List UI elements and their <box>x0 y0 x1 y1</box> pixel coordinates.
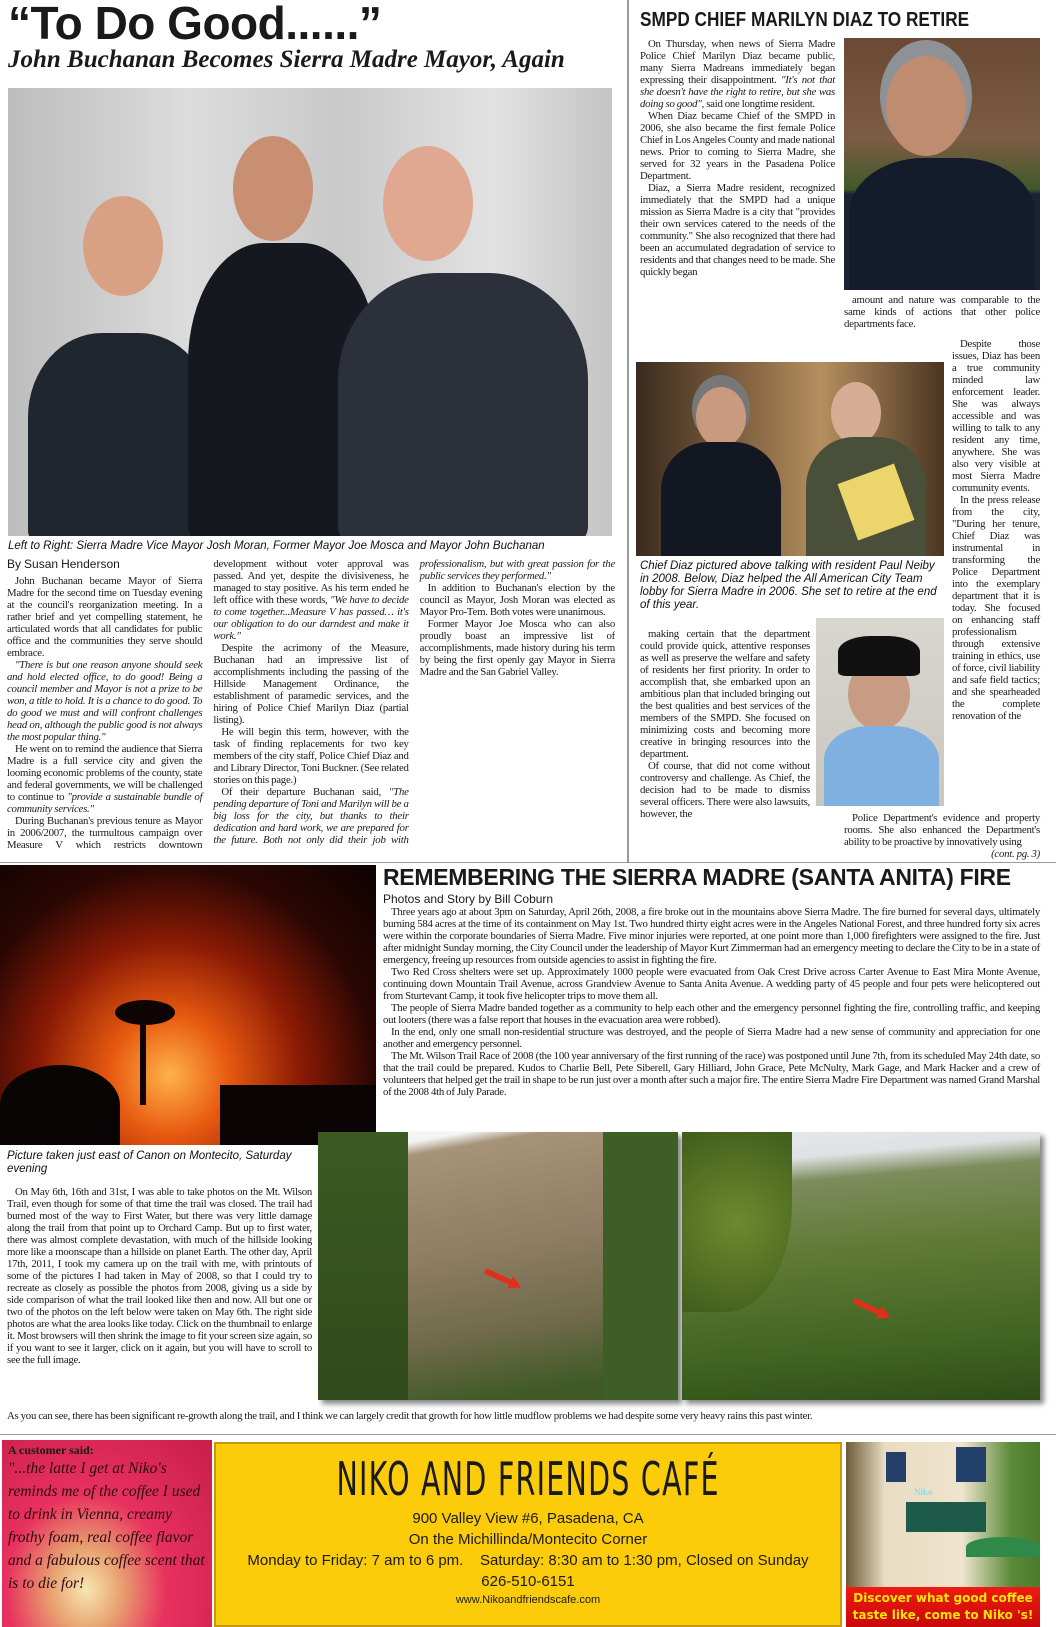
diaz-with-resident-photo <box>636 362 944 556</box>
mayor-article-body <box>7 558 615 860</box>
quote-text: "It's not that she doesn't have the right to retire, but she was doing so good" <box>640 74 835 110</box>
diaz-photo-caption: Chief Diaz pictured above talking with resident Paul Neiby in 2008. Below, Diaz helped the All American City Team lobby for Sierra Madre in 2006. She set to retire at the end of this year. <box>640 560 937 611</box>
body-text: The people of Sierra Madre banded together as a community to help each other and the emergency personnel fighting the fire, controlling traffic, and keeping out looters (there was a false report that houses in the evacuation area were robbed). <box>383 1002 1040 1026</box>
paragraph <box>7 575 202 659</box>
body-text: On Thursday, when news of Sierra Madre Police Chief Marilyn Diaz became public, many Sierra Madreans immediately began expressing their disappointment. <box>640 38 835 86</box>
storefront-sign: Niko <box>914 1487 933 1497</box>
paragraph <box>420 582 615 618</box>
paragraph <box>383 1026 1040 1050</box>
paragraph <box>7 659 202 743</box>
diaz-text-block-d <box>844 812 1040 860</box>
section-divider <box>0 862 1056 863</box>
paragraph <box>213 642 408 726</box>
paragraph <box>844 812 1040 848</box>
paragraph <box>420 618 615 678</box>
ad-main-panel[interactable] <box>214 1442 842 1627</box>
paragraph <box>7 743 202 815</box>
body-text: In the end, only one small non-residential structure was destroyed, and the people of Sierra Madre had a new sense of community and appreciation for one another and emergency personnel. <box>383 1026 1040 1050</box>
mayor-byline: By Susan Henderson <box>7 558 120 571</box>
body-text: , said one longtime resident. <box>701 98 815 110</box>
body-text: During Buchanan's previous tenure as Mayor in 2006/2007, the turmultous campaign over Measure V which restricts downtown development without voter approval was passed. And yet, despite the divisiveness, he managed to stay positive. As his term ended he left office with these words, <box>7 558 409 851</box>
diaz-text-block-e <box>640 628 810 820</box>
paragraph <box>952 494 1040 722</box>
mayor-photo-caption: Left to Right: Sierra Madre Vice Mayor Josh Moran, Former Mayor Joe Mosca and Mayor John Buchanan <box>8 540 545 552</box>
ad-hours: Monday to Friday: 7 am to 6 pm. Saturday: 8:30 am to 1:30 pm, Closed on Sunday <box>247 1552 809 1569</box>
subheadline: John Buchanan Becomes Sierra Madre Mayor, Again <box>8 46 565 73</box>
ad-website[interactable]: www.Nikoandfriendscafe.com <box>455 1594 601 1606</box>
paragraph <box>383 1002 1040 1026</box>
body-text: He will begin this term, however, with the task of finding replacements for two key members of the city staff, Police Chief Diaz and and Library Director, Toni Buckner. (See related stories on this page.) <box>213 726 409 786</box>
ad-divider <box>0 1434 1056 1435</box>
ad-banner: Discover what good coffee taste like, come to Niko 's! <box>846 1587 1040 1627</box>
fire-photo-caption: Picture taken just east of Canon on Montecito, Saturday evening <box>7 1150 292 1175</box>
paragraph <box>383 906 1040 966</box>
ad-address: 900 Valley View #6, Pasadena, CA <box>412 1510 644 1527</box>
fire-byline: Photos and Story by Bill Coburn <box>383 892 554 906</box>
body-text: In addition to Buchanan's election by the council as Mayor, Josh Moran was elected as Mayor Pro-Tem. Both votes were unanimous. <box>419 582 615 618</box>
paragraph <box>383 1050 1040 1098</box>
trail-photo-2011[interactable] <box>682 1132 1040 1400</box>
body-text: Of course, that did not come without controversy and challenge. As Chief, the decision had to be made to dismiss several officers. There were also lawsuits, however, the <box>640 760 810 820</box>
paragraph <box>844 294 1040 330</box>
trail-photo-2008[interactable] <box>318 1132 678 1400</box>
paragraph <box>7 1186 312 1366</box>
trail-closing: As you can see, there has been significant re-growth along the trail, and I think we can largely credit that growth for how little mudflow problems we had despite some very heavy rains this past winter. <box>7 1410 813 1422</box>
body-text: Of their departure Buchanan said, <box>221 786 389 798</box>
main-headline: “To Do Good......” <box>8 0 382 49</box>
paragraph <box>640 38 835 110</box>
body-text: Diaz, a Sierra Madre resident, recognized immediately that the SMPD had a unique mission as Sierra Madre is a city that "provides their own services catered to the needs of the community." She also recognized that there had been an accumulated degradation of service to residents and that changes need to be made. She quickly began <box>640 182 835 278</box>
fire-photo <box>0 865 376 1145</box>
ad-quote-label: A customer said: <box>8 1443 94 1457</box>
ad-location: On the Michillinda/Montecito Corner <box>408 1531 648 1548</box>
body-text: Despite the acrimony of the Measure, Buchanan had an impressive list of accomplishments including the passing of the Hillside Management Ordinance, the establishment of paramedic services, and the hiring of Police Chief Marilyn Diaz (partial listing). <box>213 642 409 726</box>
body-text: Police Department's evidence and property rooms. She also enhanced the Department's ability to be proactive by innovatively using <box>844 812 1040 848</box>
body-text: John Buchanan became Mayor of Sierra Madre for the second time on Tuesday evening at the council's reorganization meeting. In a rather brief and yet compelling statement, he articulated words that all candidates for public office and the communities they serve should embrace. <box>7 575 203 659</box>
column-divider <box>627 0 629 862</box>
paragraph <box>640 628 810 760</box>
ad-quote: "...the latte I get at Niko's reminds me of the coffee I used to drink in Vienna, creamy frothy foam, real coffee flavor and a fabulous coffee scent that is to die for! <box>8 1460 205 1592</box>
diaz-headline: SMPD CHIEF MARILYN DIAZ TO RETIRE <box>640 8 970 31</box>
mayor-group-photo <box>8 88 612 536</box>
body-text: The Mt. Wilson Trail Race of 2008 (the 100 year anniversary of the first running of the race) was postponed until June 7th, from its scheduled May 24th date, so that the trail could be prepared. Kudos to Charlie Bell, Pete Siberell, Gary Hilliard, John Grace, Pete McNulty, Mark Gage, and Mark Hacker and a crew of volunteers that helped get the trail in shape to be run just over a month after such a major fire. The entire Sierra Madre Fire Department was named Grand Marshal of the 2008 4th of July Parade. <box>383 1050 1040 1098</box>
diaz-text-block-c <box>952 338 1040 722</box>
cafe-storefront-photo <box>846 1442 1040 1587</box>
diaz-portrait-photo <box>844 38 1040 290</box>
paragraph <box>213 726 408 786</box>
body-text: Former Mayor Joe Mosca who can also proudly boast an impressive list of accomplishments, made history during his term by being the first openly gay Mayor in Sierra Madre and the San Gabriel Valley. <box>419 618 615 678</box>
fire-article-body <box>383 906 1040 1098</box>
quote-text: "provide a sustainable bundle of community services." <box>7 791 203 815</box>
red-arrow-icon <box>851 1294 893 1324</box>
paragraph <box>952 338 1040 494</box>
red-arrow-icon <box>482 1264 524 1294</box>
fire-headline: REMEMBERING THE SIERRA MADRE (SANTA ANITA) FIRE <box>383 864 1011 890</box>
body-text: He went on to remind the audience that Sierra Madre is a full service city and given the looming economic problems of the county, state and federal governments, we will be challenged to continue to <box>7 743 203 803</box>
continued-label: (cont. pg. 3) <box>991 848 1040 860</box>
paragraph <box>640 760 810 820</box>
quote-text: "There is but one reason anyone should seek and hold elected office, to do good! Being a council member and Mayor is not a prize to be won, a title to hold. It is a chance to do good. To do good we must and will confront challenges head on, although the public good is not always the most popular thing." <box>7 659 203 743</box>
body-text: When Diaz became Chief of the SMPD in 2006, she also became the first female Police Chief in Los Angeles County and made national news. Prior to coming to Sierra Madre, she served for 32 years in the Pasadena Police Department. <box>640 110 835 182</box>
body-text: In the press release from the city, "During her tenure, Chief Diaz was instrumental in transforming the Police Department into the exemplary department that it is today. She focused on enhancing staff professionalism through extensive training in ethics, use of force, civil liability and safe field tactics; and she spearheaded the complete renovation of the <box>952 494 1040 722</box>
body-text: On May 6th, 16th and 31st, I was able to take photos on the Mt. Wilson Trail, even though for some of that time the trail was closed. The trail had burned most of the way to First Water, but there was very little damage along the trail from that point up to Orchard Camp. But up to first water, there was almost complete devastation, with much of the hillside looking more like a moonscape than a hillside on planet Earth. The other day, April 17th, 2011, I took my camera up on the trail with me, with printouts of some of the pictures I had taken in May of 2008, so that I could try to recreate as closely as possible the photos from 2008, giving us a side by side comparison of what the trail looked like then and now. All but one or two of the photos on the left below were taken on May 6th. The right side photos are what the area looks like today. Click on the thumbnail to enlarge it. Most browsers will then shrink the image to fit your screen size again, so if you want to see it larger, click on it again, but you will have to scroll to see the full image. <box>7 1186 312 1366</box>
body-text: Three years ago at about 3pm on Saturday, April 26th, 2008, a fire broke out in the mountains above Sierra Madre. The fire burned for several days, ultimately burning 584 acres at the time of its containment on May 1st. Two hundred thirty eight acres were in the Angeles National Forest, and three hundred forty six acres were within the corporate boundaries of Sierra Madre. Five minor injuries were reported, at one point more than 1,000 firefighters were assigned to the fire. Just after midnight Sunday morning, the City Council under the leadership of Mayor Kurt Zimmerman had an emergency meeting to declare the City to be in a state of emergency, freeing up resources from outside agencies to assist in fighting the fire. <box>383 906 1040 966</box>
body-text: Two Red Cross shelters were set up. Approximately 1000 people were evacuated from Oak Crest Drive across Carter Avenue to East Mira Monte Avenue, continuing down Mountain Trail Avenue, across Grandview Avenue to Santa Anita Avenue. A wedding party of 45 people and four pets were helicoptered out from Sturtevant Camp, it took five helicopter trips to move them all. <box>383 966 1040 1002</box>
quote-text: "We have to decide to come together...Measure V has passed… it's our obligation to do our darndest and make it work." <box>213 594 409 642</box>
body-text: making certain that the department could provide quick, attentive responses as well as preserve the welfare and safety of residents her first priority. In order to accomplish that, she embarked upon an ambitious plan that included bringing out the best qualities and best services of the members of the SMPD. She focused on minimizing costs and becoming more creative in bringing resources into the department. <box>640 628 810 760</box>
ad-cafe-name: NIKO AND FRIENDS CAFÉ <box>336 1452 720 1506</box>
ad-phone: 626-510-6151 <box>481 1573 575 1590</box>
body-text: Despite those issues, Diaz has been a true community minded law enforcement leader. She was always accessible and was willing to talk to any resident any time, anywhere. She was also very visible at most Sierra Madre community events. <box>952 338 1040 494</box>
diaz-text-block-b <box>844 294 1040 330</box>
body-text: amount and nature was comparable to the same kinds of actions that other police departments face. <box>844 294 1040 330</box>
paragraph <box>640 110 835 182</box>
ad-quote-panel <box>2 1440 212 1627</box>
diaz-text-block-a <box>640 38 835 278</box>
paragraph <box>640 182 835 278</box>
diaz-all-american-city-photo <box>816 618 944 806</box>
trail-text <box>7 1186 312 1366</box>
quote-text: "The pending departure of Toni and Marilyn will be a big loss for the city, but thanks to their dedication and hard work, we are prepared for the future. Both not only did their job with professionalism, but with great passion for the public services they performed." <box>213 558 615 846</box>
paragraph <box>383 966 1040 1002</box>
